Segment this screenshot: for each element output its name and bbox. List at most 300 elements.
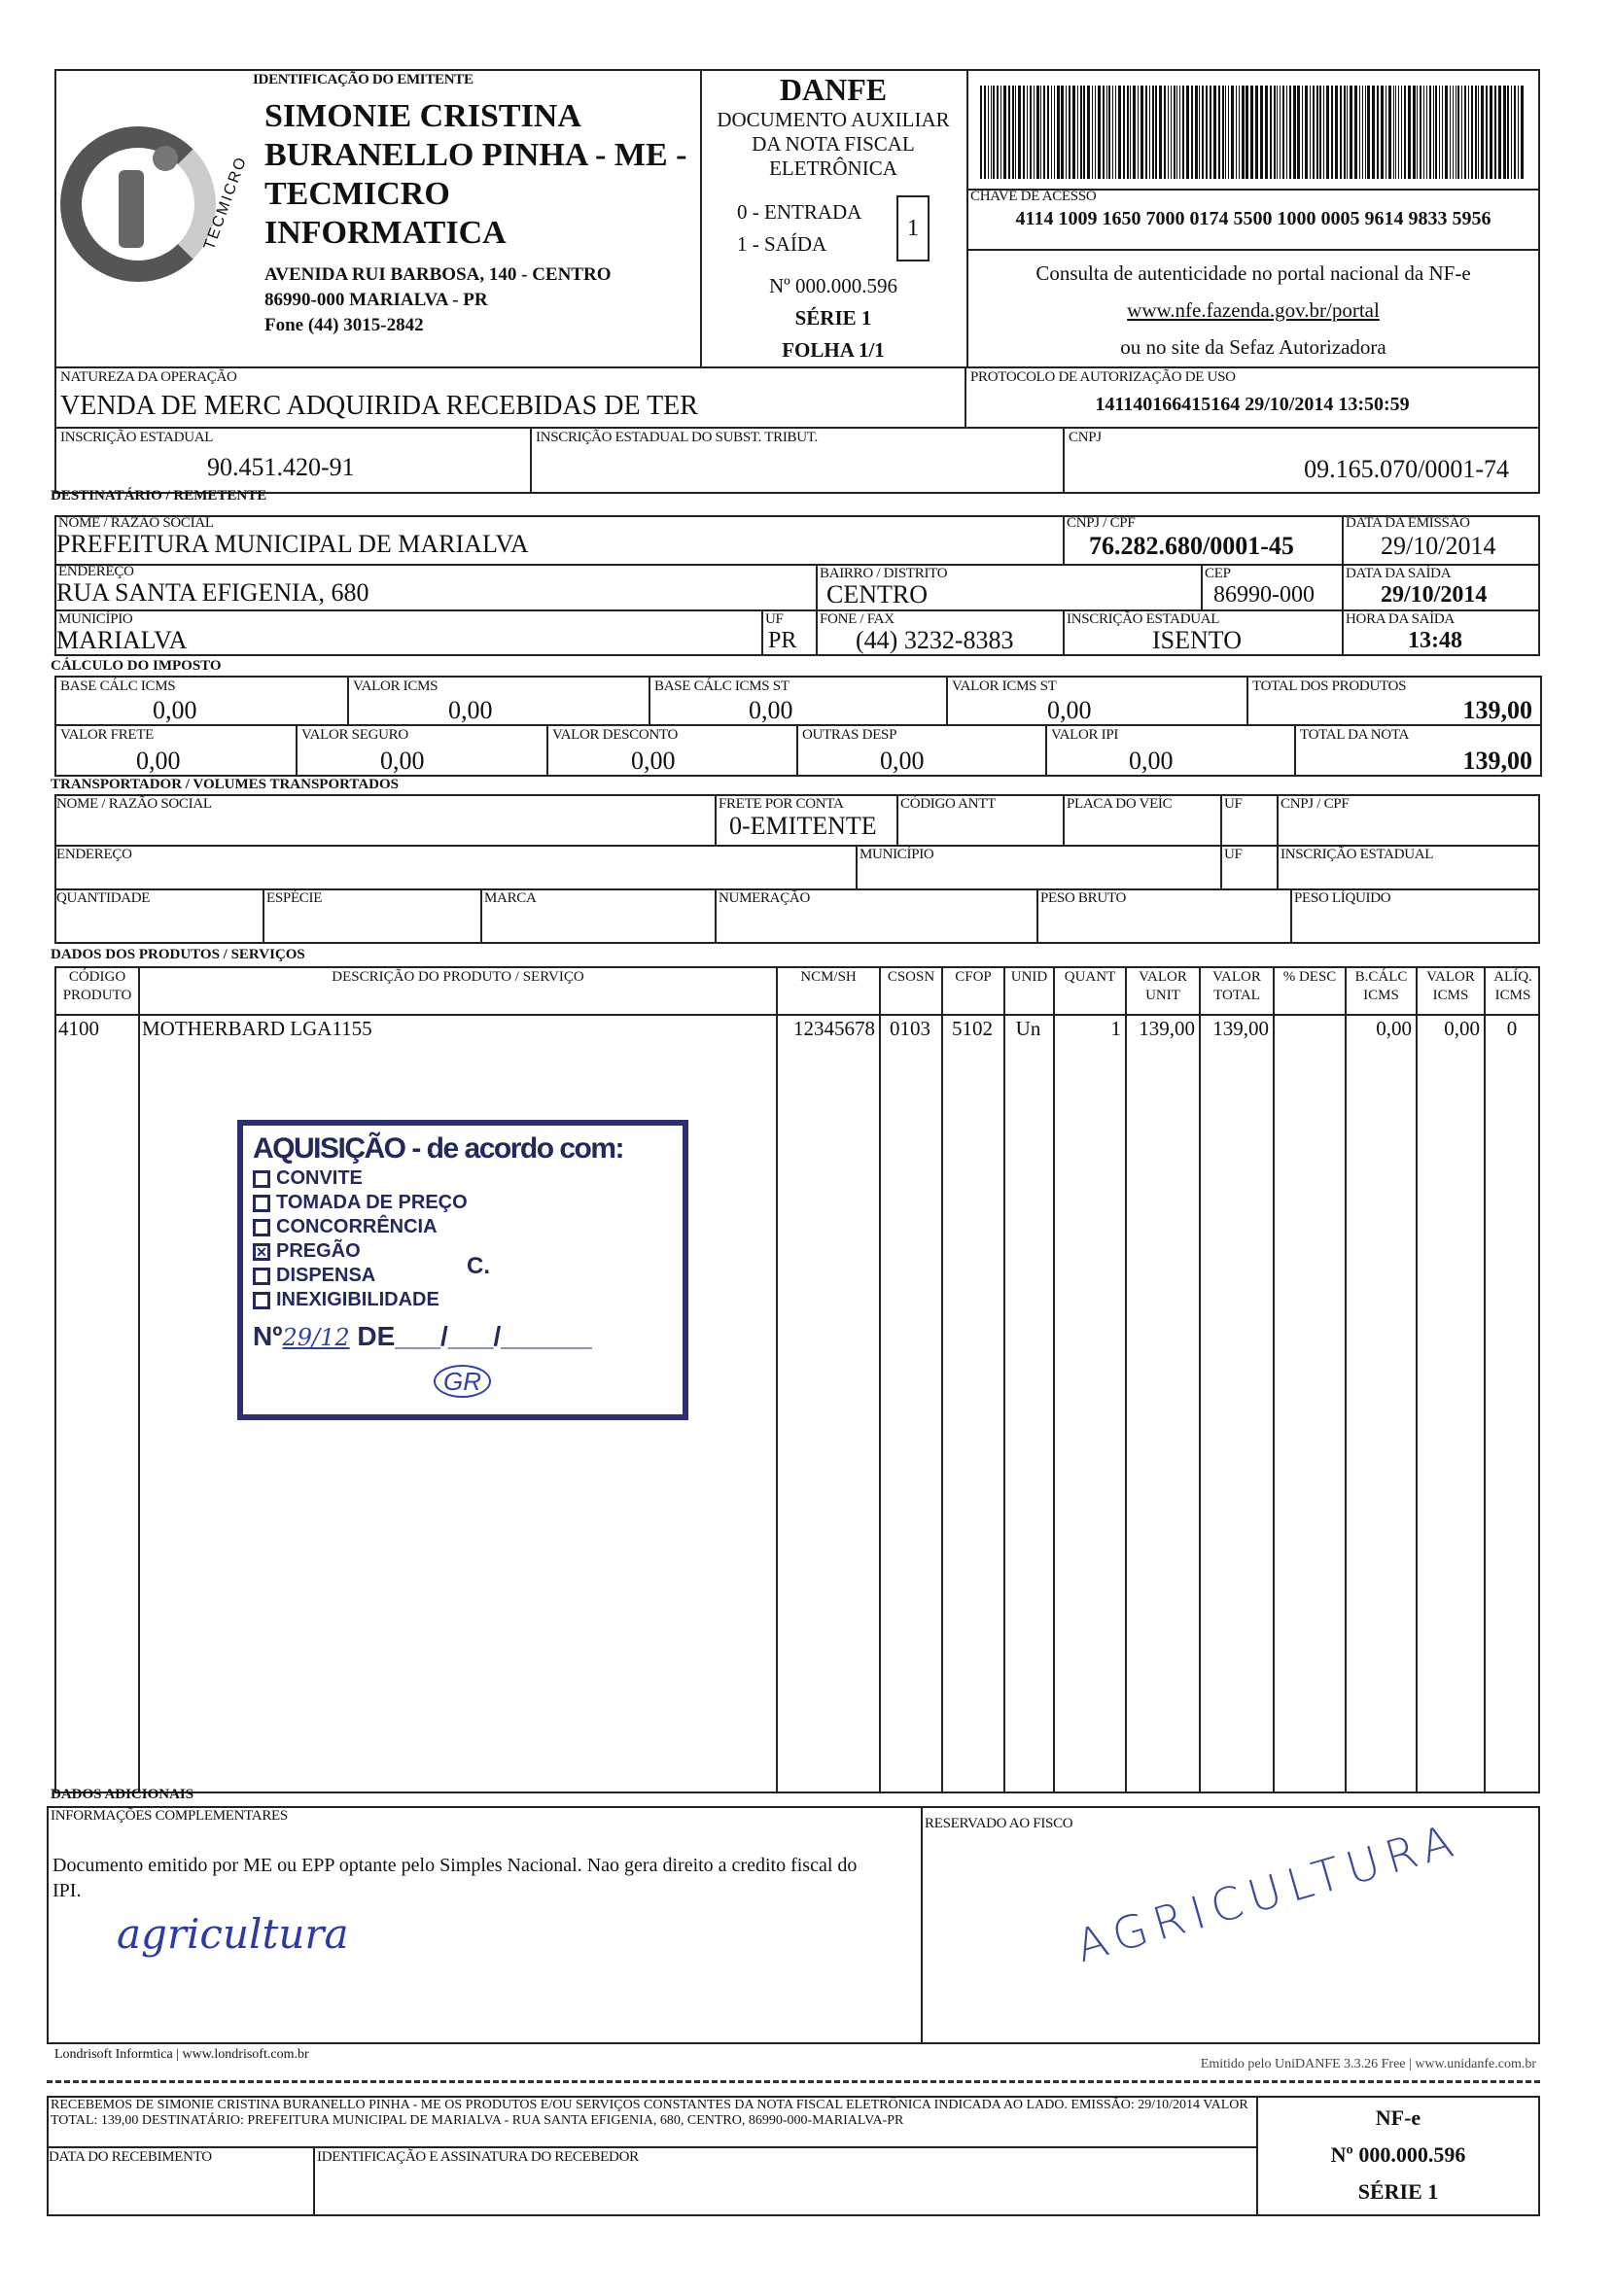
stamp-numero-line: Nº29/12 DE___/___/______ [253, 1321, 592, 1351]
barcode-bar [1521, 86, 1524, 179]
dest-endereco: RUA SANTA EFIGENIA, 680 [56, 578, 369, 607]
emitter-name: SIMONIE CRISTINA BURANELLO PINHA - ME - TECMICRO INFORMATICA [264, 98, 687, 251]
aquisicao-stamp [237, 1120, 688, 1420]
table-cell: 0 [1506, 1017, 1518, 1040]
barcode-bar [1302, 86, 1303, 179]
column-divider [1125, 966, 1127, 1793]
table-cell: 0103 [890, 1017, 930, 1040]
label: UF [1224, 847, 1243, 862]
barcode-bar [1115, 86, 1116, 179]
calc-value: 0,00 [136, 747, 181, 775]
column-divider [138, 966, 140, 1793]
barcode-bar [1231, 86, 1234, 179]
column-divider [1416, 966, 1418, 1793]
barcode-bar [1159, 86, 1162, 179]
table-cell: MOTHERBARD LGA1155 [142, 1017, 372, 1040]
column-header: NCM/SH [800, 969, 857, 985]
barcode-bar [1381, 86, 1384, 179]
barcode-bar [1393, 86, 1394, 179]
calc-value: 0,00 [631, 747, 676, 775]
barcode-bar [1445, 86, 1448, 179]
barcode-bar [1494, 86, 1496, 179]
barcode-bar [1395, 86, 1396, 179]
barcode-bar [1242, 86, 1245, 179]
column-header: QUANT [1064, 969, 1116, 985]
barcode-bar [1433, 86, 1434, 179]
calc-cell [946, 676, 1248, 726]
label: NOME / RAZÃO SOCIAL [56, 796, 212, 812]
calc-value: 139,00 [1462, 696, 1532, 724]
label: CNPJ / CPF [1281, 796, 1350, 812]
barcode-bar [1040, 86, 1041, 179]
barcode-bar [988, 86, 989, 179]
barcode-bar [1435, 86, 1437, 179]
label: MARCA [484, 890, 537, 906]
barcode [980, 86, 1525, 179]
barcode-bar [1377, 86, 1379, 179]
column-header: VALOR ICMS [1426, 969, 1475, 1003]
stamp-title: AQUISIÇÃO - de acordo com: [253, 1132, 624, 1165]
barcode-bar [1420, 86, 1421, 179]
barcode-bar [1518, 86, 1519, 179]
label: DATA DA EMISSÃO [1346, 515, 1470, 531]
barcode-bar [1388, 86, 1391, 179]
barcode-bar [1331, 86, 1333, 179]
barcode-bar [1061, 86, 1064, 179]
barcode-bar [1057, 86, 1060, 179]
barcode-bar [1239, 86, 1240, 179]
column-divider [1003, 966, 1005, 1793]
barcode-bar [1155, 86, 1157, 179]
barcode-bar [1274, 86, 1276, 179]
calc-cell [796, 724, 1047, 777]
barcode-bar [1003, 86, 1006, 179]
barcode-bar [1372, 86, 1375, 179]
barcode-bar [1051, 86, 1052, 179]
barcode-bar [1140, 86, 1143, 179]
barcode-bar [1347, 86, 1348, 179]
dest-bairro: CENTRO [826, 580, 928, 609]
checkbox-icon [253, 1219, 270, 1236]
canhoto-text: RECEBEMOS DE SIMONIE CRISTINA BURANELLO PINHA - ME OS PRODUTOS E/OU SERVIÇOS CONSTANTES DA NOTA FISCAL ELETRÔNICA INDICADA AO LADO. EMISSÃO: 29/10/2014 VALOR TOTAL: 139,00 DESTINATÁRIO: PREFEITURA MUNICIPAL DE MARIALVA - RUA SANTA EFIGENIA, 680, CENTRO, 86990-000-MARIALVA-PR [51, 2098, 1248, 2128]
barcode-bar [1072, 86, 1075, 179]
barcode-bar [1468, 86, 1469, 179]
column-divider [1273, 966, 1275, 1793]
barcode-bar [1087, 86, 1090, 179]
label: DATA DO RECEBIMENTO [49, 2149, 212, 2165]
barcode-bar [1171, 86, 1172, 179]
stamp-option: CONCORRÊNCIA [253, 1215, 673, 1239]
label: NOME / RAZÃO SOCIAL [58, 515, 214, 531]
label: FRETE POR CONTA [719, 796, 844, 812]
column-divider [1199, 966, 1201, 1793]
stamp-option: TOMADA DE PREÇO [253, 1191, 673, 1215]
column-divider [941, 966, 943, 1793]
barcode-bar [991, 86, 992, 179]
calc-cell [1045, 724, 1296, 777]
barcode-bar [1015, 86, 1016, 179]
calc-value: 139,00 [1462, 747, 1532, 775]
table-cell: 139,00 [1212, 1017, 1269, 1040]
chave-acesso: 4114 1009 1650 7000 0174 5500 1000 0005 9614 9833 5956 [1015, 208, 1491, 229]
barcode-bar [1206, 86, 1208, 179]
barcode-bar [1012, 86, 1014, 179]
table-cell: 1 [1110, 1017, 1121, 1040]
emitter-label: IDENTIFICAÇÃO DO EMITENTE [253, 72, 474, 87]
barcode-bar [1413, 86, 1416, 179]
barcode-bar [1426, 86, 1427, 179]
barcode-bar [1195, 86, 1198, 179]
dest-hora: 13:48 [1408, 628, 1462, 653]
label: CNPJ / CPF [1067, 515, 1136, 531]
barcode-bar [1168, 86, 1169, 179]
barcode-bar [1313, 86, 1315, 179]
portal-link[interactable]: www.nfe.fazenda.gov.br/portal [1127, 298, 1380, 322]
barcode-bar [1310, 86, 1311, 179]
barcode-bar [1123, 86, 1125, 179]
barcode-bar [1202, 86, 1204, 179]
checkbox-icon [253, 1170, 270, 1188]
barcode-bar [1350, 86, 1352, 179]
column-header: CFOP [955, 969, 992, 985]
barcode-bar [1047, 86, 1049, 179]
calc-cell [54, 724, 298, 777]
chave-label: CHAVE DE ACESSO [970, 189, 1097, 204]
barcode-bar [1429, 86, 1431, 179]
footer-right: Emitido pelo UniDANFE 3.3.26 Free | www.unidanfe.com.br [1200, 2057, 1536, 2071]
cnpj-emitente-cell: CNPJ 09.165.070/0001-74 [1063, 427, 1540, 494]
label: MUNICÍPIO [58, 611, 133, 627]
company-logo [60, 126, 251, 301]
calc-value: 0,00 [1129, 747, 1174, 775]
barcode-bar [1398, 86, 1399, 179]
barcode-bar [993, 86, 995, 179]
danfe-title: DANFE [779, 72, 888, 107]
barcode-bar [1270, 86, 1272, 179]
label: IDENTIFICAÇÃO E ASSINATURA DO RECEBEDOR [317, 2149, 639, 2165]
barcode-bar [1112, 86, 1113, 179]
barcode-bar [1362, 86, 1363, 179]
barcode-bar [1404, 86, 1406, 179]
calc-label: VALOR SEGURO [301, 727, 408, 743]
label: QUANTIDADE [56, 890, 151, 906]
table-cell: 0,00 [1444, 1017, 1480, 1040]
barcode-bar [1018, 86, 1021, 179]
column-header: B.CÁLC ICMS [1354, 969, 1408, 1003]
consulta-block: Consulta de autenticidade no portal nacional da NF-e www.nfe.fazenda.gov.br/portal ou no site da Sefaz Autorizadora [966, 255, 1540, 365]
label: ENDEREÇO [56, 847, 132, 862]
barcode-bar [1083, 86, 1085, 179]
cut-line [47, 2080, 1540, 2083]
checkbox-icon [253, 1195, 270, 1212]
barcode-bar [1030, 86, 1032, 179]
barcode-bar [1174, 86, 1175, 179]
barcode-bar [1498, 86, 1501, 179]
barcode-bar [984, 86, 986, 179]
produtos-section: DADOS DOS PRODUTOS / SERVIÇOS [51, 947, 305, 962]
ie-cell: INSCRIÇÃO ESTADUAL 90.451.420-91 [54, 427, 532, 494]
dest-cnpj: 76.282.680/0001-45 [1089, 532, 1294, 560]
barcode-bar [1199, 86, 1200, 179]
column-divider [1345, 966, 1347, 1793]
column-divider [879, 966, 881, 1793]
label: DATA DA SAÍDA [1346, 566, 1452, 581]
danfe-numero: Nº 000.000.596 SÉRIE 1 FOLHA 1/1 [769, 274, 897, 362]
barcode-bar [1034, 86, 1035, 179]
label: CEP [1205, 566, 1231, 581]
barcode-bar [1149, 86, 1150, 179]
fisco-handwritten: AGRICULTURA [1070, 1812, 1466, 1973]
barcode-bar [1098, 86, 1101, 179]
frete-por-conta: 0-EMITENTE [729, 812, 877, 840]
barcode-bar [1461, 86, 1462, 179]
barcode-bar [1213, 86, 1216, 179]
barcode-bar [1282, 86, 1284, 179]
column-header: ALÍQ. ICMS [1493, 969, 1532, 1003]
table-cell: 4100 [58, 1017, 99, 1040]
barcode-bar [1008, 86, 1010, 179]
barcode-bar [1486, 86, 1488, 179]
barcode-bar [1182, 86, 1184, 179]
handwritten-note: agricultura [117, 1910, 349, 1958]
column-header: DESCRIÇÃO DO PRODUTO / SERVIÇO [332, 969, 584, 985]
stamp-option: DISPENSA [253, 1264, 673, 1288]
barcode-bar [1222, 86, 1224, 179]
calc-value: 0,00 [380, 747, 425, 775]
stamp-initials: GR [434, 1365, 491, 1398]
barcode-bar [1265, 86, 1268, 179]
barcode-bar [1277, 86, 1278, 179]
barcode-bar [1280, 86, 1281, 179]
barcode-bar [1316, 86, 1318, 179]
barcode-bar [1191, 86, 1193, 179]
barcode-bar [1023, 86, 1025, 179]
calc-label: BASE CÁLC ICMS [60, 678, 176, 694]
barcode-bar [1323, 86, 1324, 179]
barcode-bar [1326, 86, 1329, 179]
label: PESO BRUTO [1040, 890, 1126, 906]
barcode-bar [1335, 86, 1338, 179]
label: INFORMAÇÕES COMPLEMENTARES [51, 1808, 288, 1824]
barcode-bar [1236, 86, 1237, 179]
table-cell: Un [1015, 1017, 1041, 1040]
barcode-bar [1511, 86, 1512, 179]
column-header: CSOSN [887, 969, 935, 985]
label: RESERVADO AO FISCO [925, 1816, 1073, 1831]
calc-value: 0,00 [749, 696, 793, 724]
stamp-option: CONVITE [253, 1166, 673, 1191]
barcode-bar [1179, 86, 1180, 179]
calc-label: VALOR ICMS [353, 678, 439, 694]
dest-nome: PREFEITURA MUNICIPAL DE MARIALVA [56, 530, 529, 558]
barcode-bar [1080, 86, 1082, 179]
label: NUMERAÇÃO [719, 890, 810, 906]
barcode-bar [1289, 86, 1291, 179]
logo-text: TECMICRO [200, 154, 251, 253]
label: INSCRIÇÃO ESTADUAL [1281, 847, 1434, 862]
calc-label: VALOR DESCONTO [552, 727, 679, 743]
barcode-bar [1246, 86, 1248, 179]
stamp-option: ✕ PREGÃO [253, 1239, 673, 1264]
barcode-bar [1210, 86, 1211, 179]
barcode-bar [1255, 86, 1258, 179]
calc-cell [1294, 724, 1542, 777]
barcode-bar [1297, 86, 1300, 179]
calc-label: VALOR ICMS ST [952, 678, 1057, 694]
barcode-bar [1164, 86, 1166, 179]
calc-cell [347, 676, 650, 726]
calc-label: BASE CÁLC ICMS ST [654, 678, 789, 694]
barcode-bar [1127, 86, 1129, 179]
dest-saida: 29/10/2014 [1381, 582, 1488, 608]
column-divider [776, 966, 778, 1793]
barcode-bar [1507, 86, 1509, 179]
checkbox-icon [253, 1292, 270, 1309]
column-header: CÓDIGO PRODUTO [62, 969, 132, 1003]
calc-cell [649, 676, 948, 726]
barcode-bar [1319, 86, 1321, 179]
checked-box-icon: ✕ [253, 1243, 270, 1261]
barcode-bar [1118, 86, 1121, 179]
barcode-bar [1095, 86, 1096, 179]
barcode-bar [1453, 86, 1454, 179]
emitter-address: AVENIDA RUI BARBOSA, 140 - CENTRO 86990-000 MARIALVA - PR Fone (44) 3015-2842 [264, 264, 612, 335]
dest-ie: ISENTO [1152, 626, 1242, 654]
calc-value: 0,00 [153, 696, 197, 724]
dest-uf: PR [768, 628, 797, 653]
column-divider [1484, 966, 1486, 1793]
barcode-bar [1293, 86, 1296, 179]
natureza-cell: NATUREZA DA OPERAÇÃO VENDA DE MERC ADQUIRIDA RECEBIDAS DE TER [54, 366, 966, 429]
label: MUNICÍPIO [860, 847, 934, 862]
calc-cell [54, 676, 349, 726]
calc-label: OUTRAS DESP [802, 727, 897, 743]
barcode-bar [1145, 86, 1147, 179]
column-header: UNID [1010, 969, 1048, 985]
barcode-bar [1423, 86, 1424, 179]
barcode-bar [1092, 86, 1093, 179]
calc-label: TOTAL DOS PRODUTOS [1252, 678, 1407, 694]
table-cell: 139,00 [1139, 1017, 1195, 1040]
barcode-bar [1514, 86, 1516, 179]
barcode-bar [1478, 86, 1479, 179]
label: UF [1224, 796, 1243, 812]
dest-fone: (44) 3232-8383 [856, 626, 1014, 654]
divider [966, 249, 1540, 251]
label: ENDEREÇO [58, 564, 134, 579]
label: FONE / FAX [820, 611, 895, 627]
ie-st-cell: INSCRIÇÃO ESTADUAL DO SUBST. TRIBUT. [530, 427, 1065, 494]
column-header: VALOR TOTAL [1212, 969, 1261, 1003]
barcode-bar [1138, 86, 1139, 179]
barcode-bar [1401, 86, 1402, 179]
barcode-bar [1475, 86, 1477, 179]
column-header: % DESC [1282, 969, 1337, 985]
barcode-bar [1367, 86, 1370, 179]
calc-section: CÁLCULO DO IMPOSTO [51, 658, 222, 674]
barcode-bar [1503, 86, 1506, 179]
calc-cell [546, 724, 798, 777]
barcode-bar [1152, 86, 1154, 179]
barcode-bar [1106, 86, 1107, 179]
barcode-bar [1027, 86, 1028, 179]
barcode-bar [980, 86, 982, 179]
barcode-bar [1464, 86, 1466, 179]
barcode-bar [1344, 86, 1346, 179]
tipo-nota-box: 1 [896, 195, 930, 261]
barcode-bar [1408, 86, 1411, 179]
barcode-bar [1036, 86, 1039, 179]
calc-label: TOTAL DA NOTA [1300, 727, 1410, 743]
canhoto-nfe: NF-e Nº 000.000.596 SÉRIE 1 [1330, 2105, 1466, 2204]
calc-value: 0,00 [1047, 696, 1092, 724]
barcode-bar [1000, 86, 1001, 179]
barcode-bar [1228, 86, 1229, 179]
stamp-option: INEXIGIBILIDADE [253, 1288, 673, 1312]
table-cell: 0,00 [1376, 1017, 1412, 1040]
barcode-bar [1186, 86, 1189, 179]
info-complementares: Documento emitido por ME ou EPP optante pelo Simples Nacional. Nao gera direito a credito fiscal do IPI. [53, 1855, 858, 1901]
barcode-bar [1340, 86, 1342, 179]
dest-municipio: MARIALVA [56, 626, 188, 654]
adicionais-section: DADOS ADICIONAIS [51, 1787, 194, 1802]
barcode-bar [1133, 86, 1136, 179]
table-cell: 5102 [952, 1017, 993, 1040]
column-divider [1053, 966, 1055, 1793]
barcode-bar [1305, 86, 1308, 179]
barcode-bar [1417, 86, 1418, 179]
label: ESPÉCIE [266, 890, 323, 906]
column-header: VALOR UNIT [1139, 969, 1187, 1003]
label: CÓDIGO ANTT [900, 796, 996, 812]
barcode-bar [1439, 86, 1440, 179]
barcode-bar [1130, 86, 1131, 179]
calc-value: 0,00 [448, 696, 493, 724]
entrada-saida: 0 - ENTRADA 1 - SAÍDA [737, 200, 862, 256]
barcode-bar [997, 86, 999, 179]
dest-emissao: 29/10/2014 [1381, 532, 1496, 560]
footer-left: Londrisoft Informtica | www.londrisoft.com.br [54, 2047, 309, 2062]
barcode-bar [1069, 86, 1070, 179]
barcode-bar [1450, 86, 1451, 179]
calc-value: 0,00 [880, 747, 925, 775]
barcode-bar [1457, 86, 1459, 179]
stamp-c-label: C. [467, 1253, 490, 1279]
barcode-bar [1354, 86, 1357, 179]
calc-cell [1246, 676, 1542, 726]
barcode-bar [1286, 86, 1287, 179]
barcode-bar [1490, 86, 1492, 179]
label: HORA DA SAÍDA [1346, 611, 1455, 627]
dest-cep: 86990-000 [1213, 582, 1315, 608]
transp-section: TRANSPORTADOR / VOLUMES TRANSPORTADOS [51, 777, 400, 792]
danfe-block: DANFE DOCUMENTO AUXILIAR DA NOTA FISCAL ELETRÔNICA [702, 72, 965, 181]
barcode-bar [1176, 86, 1177, 179]
barcode-bar [1471, 86, 1473, 179]
label: INSCRIÇÃO ESTADUAL [1067, 611, 1220, 627]
barcode-bar [1054, 86, 1055, 179]
barcode-bar [1103, 86, 1105, 179]
barcode-bar [1365, 86, 1366, 179]
dest-section: DESTINATÁRIO / REMETENTE [51, 488, 267, 504]
table-cell: 12345678 [793, 1017, 875, 1040]
barcode-bar [1250, 86, 1253, 179]
label: BAIRRO / DISTRITO [820, 566, 948, 581]
calc-label: VALOR IPI [1051, 727, 1119, 743]
label: PESO LÍQUIDO [1294, 890, 1391, 906]
barcode-bar [1481, 86, 1484, 179]
barcode-bar [1442, 86, 1443, 179]
